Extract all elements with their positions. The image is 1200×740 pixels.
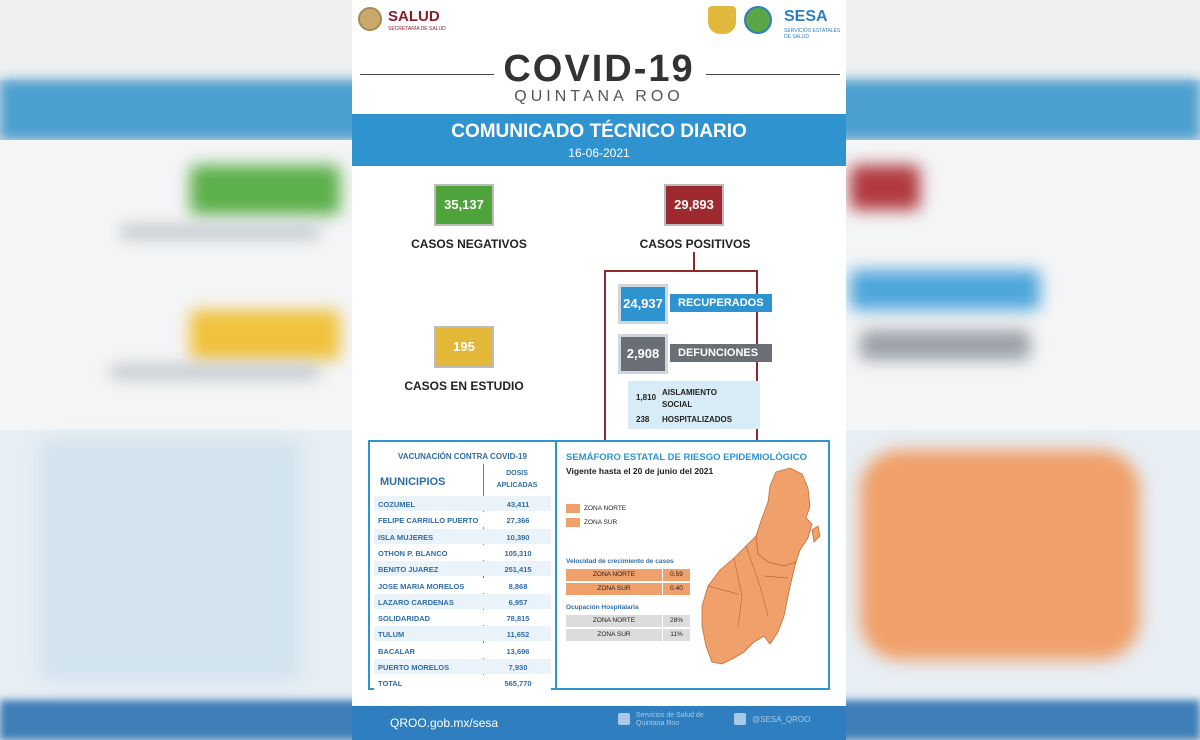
legend-swatch-sur — [566, 518, 580, 527]
facebook-icon — [618, 713, 630, 725]
table-row — [374, 561, 551, 576]
semaforo-title: SEMÁFORO ESTATAL DE RIESGO EPIDEMIOLÓGICO — [566, 452, 808, 463]
hosp-zone: ZONA SUR — [566, 629, 662, 641]
salud-wordmark: SALUD — [388, 8, 440, 25]
vaccination-table — [370, 442, 557, 688]
municipio-name: FELIPE CARRILLO PUERTO — [378, 516, 479, 526]
doses-value: 27,366 — [506, 516, 530, 526]
municipio-name: TOTAL — [378, 679, 403, 689]
doses-value: 13,696 — [506, 646, 530, 656]
dosis-header: DOSIS APLICADAS — [496, 470, 538, 489]
hospital-value: 238 — [636, 415, 650, 424]
report-date: 16-06-2021 — [568, 146, 630, 160]
municipio-name: JOSE MARIA MORELOS — [378, 581, 465, 591]
growth-zone: ZONA NORTE — [566, 569, 662, 581]
doses-value: 8,868 — [508, 581, 528, 591]
footer-facebook[interactable]: Servicios de Salud de Quintana Roo — [636, 712, 704, 727]
isolation-hospital-box — [628, 381, 760, 429]
hosp-row-sur — [566, 629, 690, 641]
table-row — [374, 594, 551, 609]
positive-cases-value: 29,893 — [664, 184, 724, 226]
sesa-wordmark: SESA — [784, 8, 828, 25]
study-cases-value: 195 — [434, 326, 494, 368]
municipio-name: ISLA MUJERES — [378, 532, 434, 542]
vaccination-semaforo-panel — [368, 440, 830, 690]
quintana-roo-shield-icon — [708, 6, 736, 34]
table-row — [374, 578, 551, 593]
table-row — [374, 512, 551, 527]
map-zona-norte — [756, 468, 812, 566]
table-row — [374, 545, 551, 560]
legend-swatch-norte — [566, 504, 580, 513]
legend-label-sur: ZONA SUR — [584, 519, 618, 526]
municipio-name: SOLIDARIDAD — [378, 614, 431, 624]
municipio-name: COZUMEL — [378, 500, 416, 509]
hosp-zone: ZONA NORTE — [566, 615, 662, 627]
doses-value: 6,957 — [508, 597, 528, 607]
vaccination-title: VACUNACIÓN CONTRA COVID-19 — [398, 452, 527, 461]
growth-zone: ZONA SUR — [566, 583, 662, 595]
municipio-name: TULUM — [378, 630, 405, 640]
table-row — [374, 496, 551, 511]
hospital-occupancy-title: Ocupación Hospitalaria — [566, 604, 639, 611]
semaforo-subtitle: Vigente hasta el 20 de junio del 2021 — [566, 466, 714, 476]
table-total-row — [374, 675, 551, 690]
table-row — [374, 610, 551, 625]
isolation-label: AISLAMIENTO SOCIAL — [662, 388, 717, 409]
table-row — [374, 659, 551, 674]
footer-twitter[interactable]: @SESA_QROO — [752, 715, 811, 724]
daily-report-banner — [352, 114, 846, 166]
map-cozumel-island — [812, 526, 820, 542]
municipio-name: LAZARO CARDENAS — [378, 597, 454, 607]
salud-logo — [358, 6, 448, 34]
banner-heading: COMUNICADO TÉCNICO DIARIO — [451, 121, 747, 142]
doses-value: 11,652 — [506, 630, 530, 640]
doses-value: 565,770 — [504, 679, 532, 689]
footer-bar — [352, 706, 846, 740]
deaths-value: 2,908 — [618, 334, 668, 374]
region-title: QUINTANA ROO — [514, 88, 684, 105]
deaths-label: DEFUNCIONES — [670, 344, 772, 362]
growth-value: 0.59 — [663, 569, 690, 581]
quintana-roo-map — [698, 466, 828, 666]
infographic-page — [352, 0, 846, 740]
table-row — [374, 643, 551, 658]
growth-title: Velocidad de crecimiento de casos — [566, 558, 674, 565]
page-title: COVID-19 — [503, 48, 695, 90]
positive-connector — [693, 252, 695, 270]
table-row — [374, 626, 551, 641]
twitter-icon — [734, 713, 746, 725]
positive-cases-label: CASOS POSITIVOS — [639, 237, 751, 251]
municipio-name: BENITO JUAREZ — [378, 565, 439, 575]
doses-value: 105,310 — [504, 548, 532, 558]
recovered-value: 24,937 — [618, 284, 668, 324]
negative-cases-value: 35,137 — [434, 184, 494, 226]
municipio-name: OTHON P. BLANCO — [378, 548, 448, 558]
isolation-value: 1,810 — [636, 393, 657, 402]
government-seal-icon — [358, 7, 382, 31]
footer-url[interactable]: QROO.gob.mx/sesa — [390, 716, 499, 730]
recovered-label: RECUPERADOS — [670, 294, 772, 312]
hosp-row-norte — [566, 615, 690, 627]
municipios-header: MUNICIPIOS — [380, 476, 446, 488]
sesa-subtitle: SERVICIOS ESTATALES DE SALUD — [784, 28, 841, 40]
state-logos — [700, 4, 841, 40]
municipio-name: BACALAR — [378, 646, 416, 656]
hosp-value: 11% — [663, 629, 690, 641]
growth-value: 0.40 — [663, 583, 690, 595]
doses-value: 78,815 — [506, 614, 530, 624]
growth-row-sur — [566, 583, 690, 595]
doses-value: 251,415 — [504, 565, 532, 575]
negative-cases-label: CASOS NEGATIVOS — [411, 237, 527, 251]
hosp-value: 28% — [663, 615, 690, 627]
legend-label-norte: ZONA NORTE — [584, 505, 627, 512]
growth-row-norte — [566, 569, 690, 581]
salud-subtitle: SECRETARÍA DE SALUD — [388, 26, 446, 32]
hospital-label: HOSPITALIZADOS — [662, 415, 733, 424]
doses-value: 10,390 — [506, 532, 530, 542]
doses-value: 43,411 — [506, 500, 530, 509]
state-emblem-icon — [744, 6, 772, 34]
study-cases-label: CASOS EN ESTUDIO — [404, 379, 524, 393]
municipio-name: PUERTO MORELOS — [378, 663, 450, 672]
table-row — [374, 529, 551, 544]
doses-value: 7,930 — [508, 663, 528, 672]
